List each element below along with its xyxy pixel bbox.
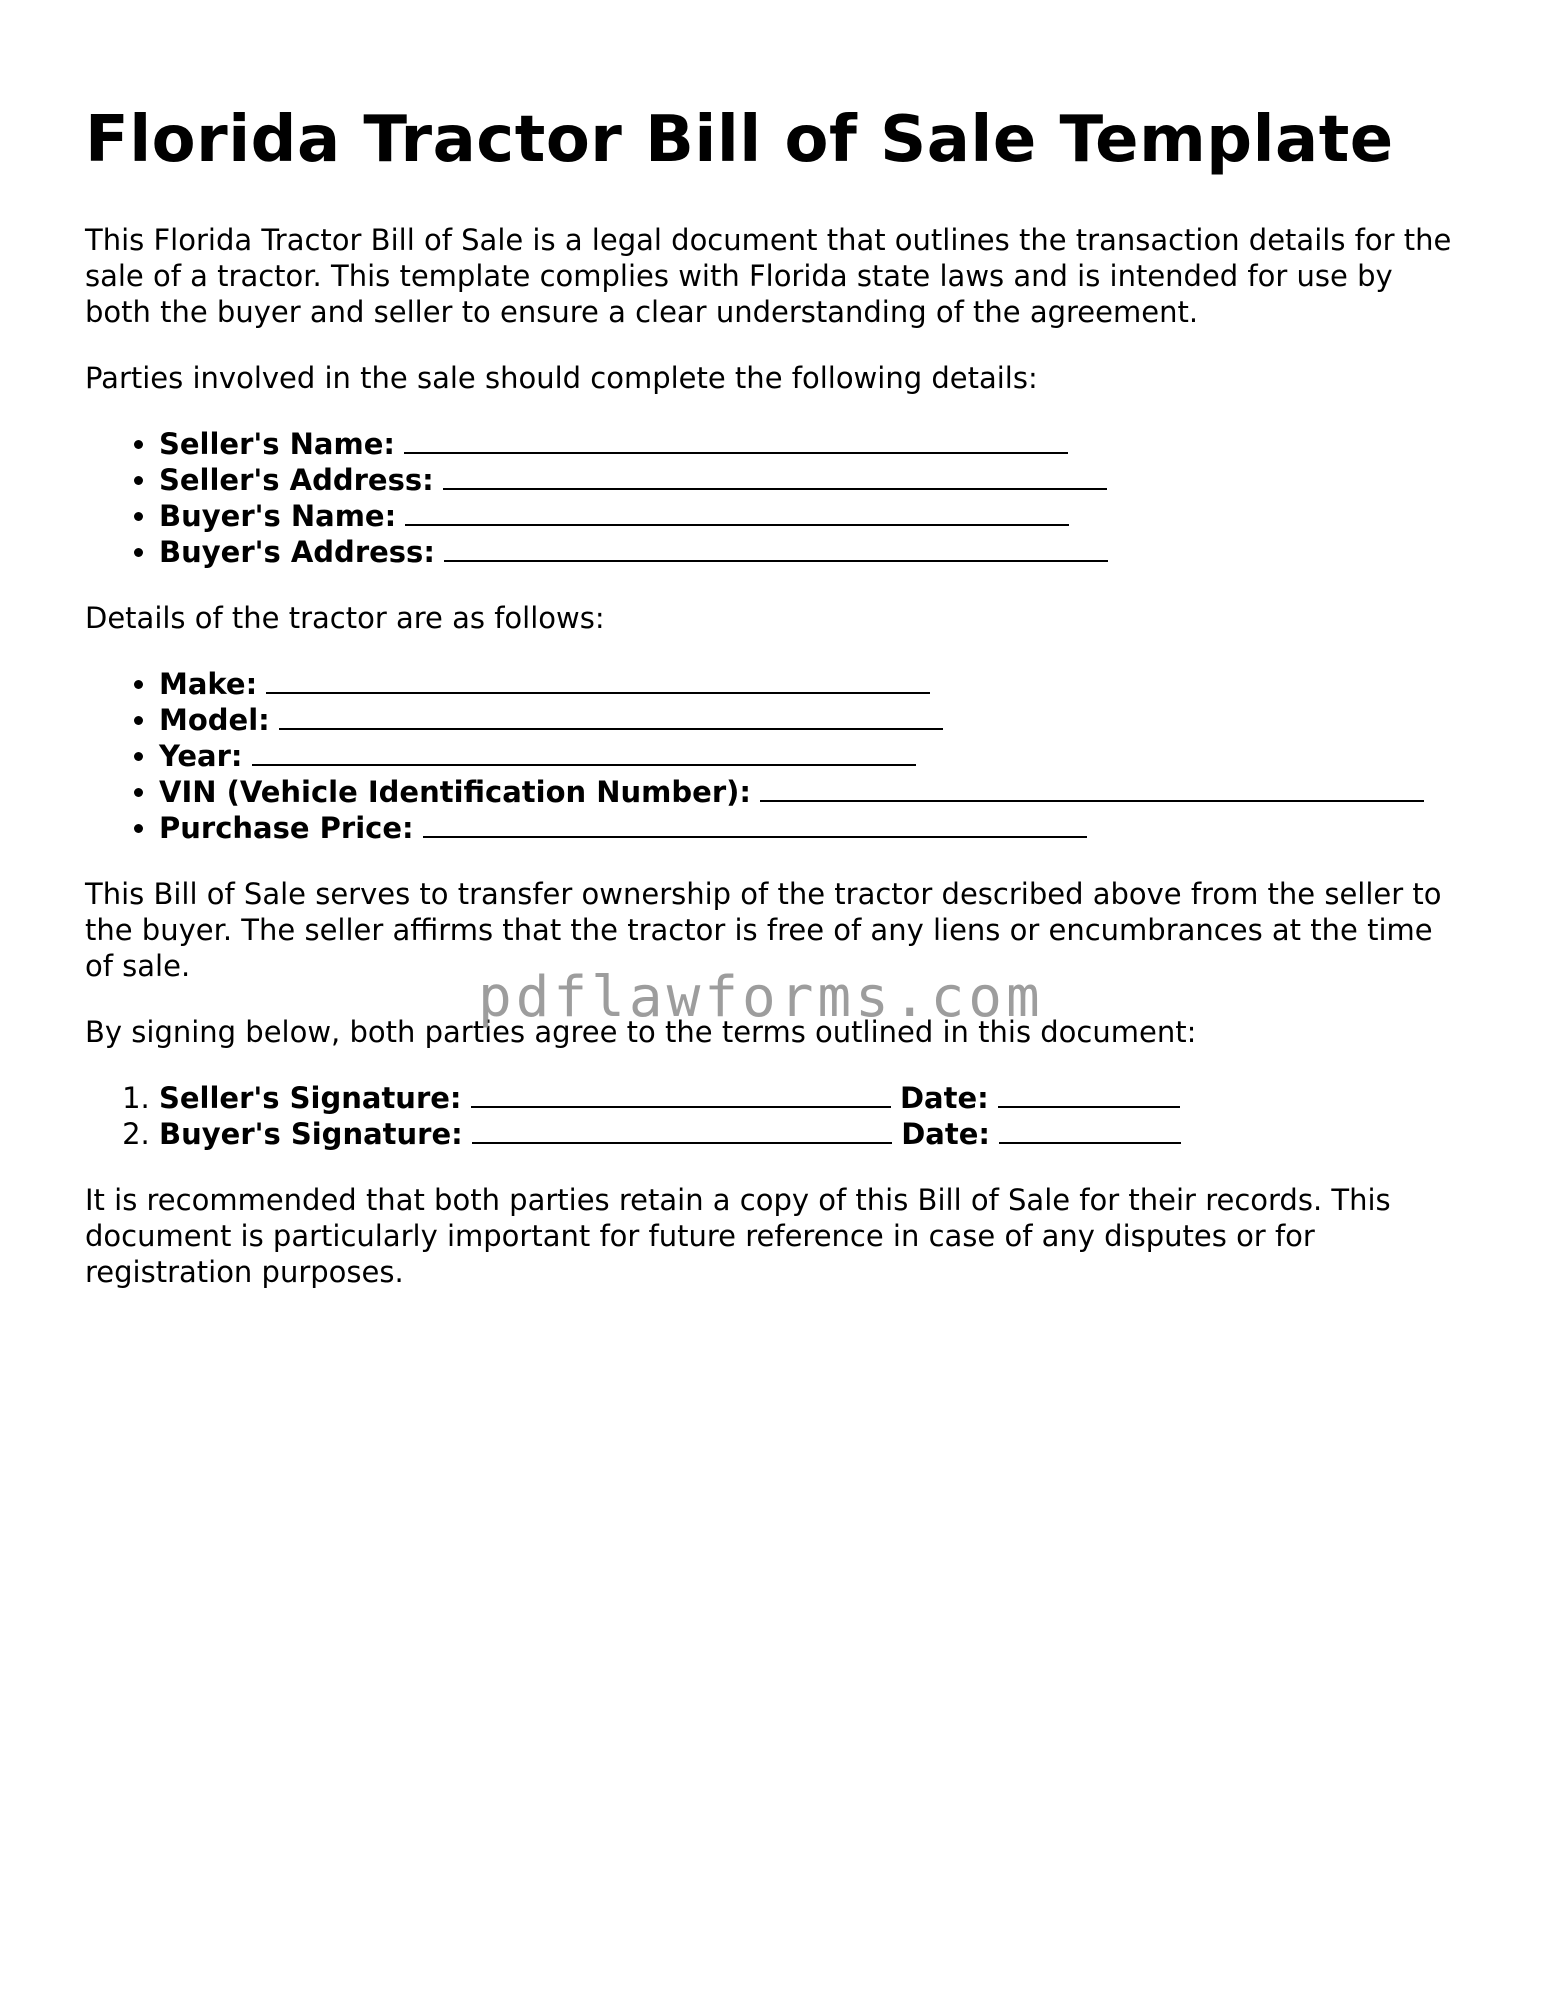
- buyer-signature-label: Buyer's Signature:: [159, 1117, 463, 1151]
- buyer-name-field[interactable]: [405, 498, 1069, 526]
- seller-signature-label: Seller's Signature:: [159, 1081, 462, 1115]
- list-item: [159, 426, 1465, 462]
- make-field[interactable]: [266, 666, 930, 694]
- buyer-address-label: Buyer's Address:: [159, 535, 435, 569]
- list-item: [159, 1116, 1465, 1152]
- list-item: [159, 498, 1465, 534]
- buyer-date-label: Date:: [901, 1117, 990, 1151]
- list-item: [159, 462, 1465, 498]
- seller-signature-field[interactable]: [471, 1080, 891, 1108]
- year-field[interactable]: [252, 738, 916, 766]
- buyer-signature-field[interactable]: [472, 1116, 892, 1144]
- list-item: [159, 534, 1465, 570]
- list-item: [159, 738, 1465, 774]
- transfer-paragraph: This Bill of Sale serves to transfer ownership of the tractor described above from the seller to the buyer. The seller affirms that the tractor is free of any liens or encumbrances at the time of sale.: [85, 877, 1442, 983]
- vin-field[interactable]: [760, 774, 1424, 802]
- intro-paragraph: This Florida Tractor Bill of Sale is a legal document that outlines the transaction details for the sale of a tractor. This template complies with Florida state laws and is intended for use by both the buyer and seller to ensure a clear understanding of the agreement.: [85, 223, 1452, 329]
- model-label: Model:: [159, 703, 270, 737]
- model-field[interactable]: [279, 702, 943, 730]
- buyer-address-field[interactable]: [444, 534, 1108, 562]
- list-item: [159, 810, 1465, 846]
- seller-name-label: Seller's Name:: [159, 427, 395, 461]
- seller-name-field[interactable]: [404, 426, 1068, 454]
- buyer-name-label: Buyer's Name:: [159, 499, 397, 533]
- tractor-intro: Details of the tractor are as follows:: [85, 601, 605, 635]
- document-title: Florida Tractor Bill of Sale Template: [85, 103, 1394, 177]
- year-label: Year:: [159, 739, 243, 773]
- seller-address-label: Seller's Address:: [159, 463, 434, 497]
- vin-label: VIN (Vehicle Identification Number):: [159, 775, 751, 809]
- parties-list: [85, 426, 1465, 570]
- closing-paragraph: It is recommended that both parties retain a copy of this Bill of Sale for their records. This document is particularly important for future reference in case of any disputes or for registration purposes.: [85, 1183, 1391, 1289]
- make-label: Make:: [159, 667, 258, 701]
- purchase-price-field[interactable]: [423, 810, 1087, 838]
- watermark: pdflawforms.com: [478, 965, 1044, 1030]
- parties-intro: Parties involved in the sale should complete the following details:: [85, 361, 1038, 395]
- list-item: [159, 774, 1465, 810]
- seller-date-label: Date:: [899, 1081, 989, 1115]
- buyer-date-field[interactable]: [999, 1116, 1181, 1144]
- purchase-price-label: Purchase Price:: [159, 811, 414, 845]
- list-item: [159, 1080, 1465, 1116]
- list-item: [159, 702, 1465, 738]
- signatures-list: [85, 1080, 1465, 1152]
- seller-date-field[interactable]: [998, 1080, 1180, 1108]
- list-item: [159, 666, 1465, 702]
- signing-intro: By signing below, both parties agree to the terms outlined in this document:: [85, 1015, 1197, 1049]
- seller-address-field[interactable]: [443, 462, 1107, 490]
- tractor-list: [85, 666, 1465, 846]
- document-page: [85, 100, 1465, 1320]
